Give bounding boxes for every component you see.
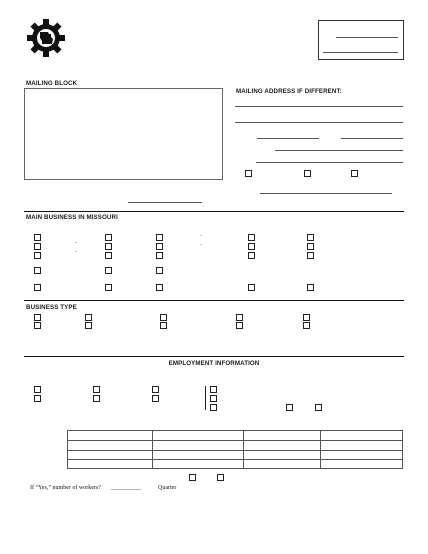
mailing-checkbox-1[interactable] [245,170,252,177]
office-use-box [318,20,404,60]
employment-checkbox[interactable] [93,395,100,402]
table-row-divider [68,440,402,441]
main-business-checkbox[interactable] [248,243,255,250]
main-business-dash: - [200,233,202,239]
main-business-checkbox[interactable] [34,252,41,259]
employment-checkbox[interactable] [152,395,159,402]
business-type-checkbox[interactable] [34,322,41,329]
workers-count-blank[interactable]: __________ [111,485,141,491]
main-business-heading: MAIN BUSINESS IN MISSOURI [26,214,118,221]
main-business-checkbox[interactable] [248,234,255,241]
address-line-5[interactable] [256,162,403,163]
workers-no-checkbox[interactable] [217,474,224,481]
main-business-checkbox[interactable] [156,267,163,274]
business-type-checkbox[interactable] [34,314,41,321]
main-business-checkbox[interactable] [34,234,41,241]
office-use-line-2[interactable] [323,52,398,53]
city-line[interactable] [257,138,319,139]
employment-checkbox[interactable] [152,386,159,393]
mailing-checkbox-2[interactable] [304,170,311,177]
workers-yes-checkbox[interactable] [189,474,196,481]
business-type-checkbox[interactable] [160,322,167,329]
table-row-divider [68,450,402,451]
mailing-block-box[interactable] [24,88,223,180]
main-business-checkbox[interactable] [307,234,314,241]
employment-information-heading: EMPLOYMENT INFORMATION [168,360,260,367]
employment-checkbox[interactable] [210,395,217,402]
main-business-checkbox[interactable] [156,284,163,291]
main-business-checkbox[interactable] [34,284,41,291]
workers-prompt: If “Yes,” number of workers? [30,485,101,491]
main-business-checkbox[interactable] [105,267,112,274]
employment-checkbox[interactable] [210,386,217,393]
employment-bracket [205,386,206,410]
main-business-checkbox[interactable] [34,267,41,274]
business-type-checkbox[interactable] [236,322,243,329]
zip-line[interactable] [341,138,403,139]
employment-table [67,430,403,469]
main-business-checkbox[interactable] [307,243,314,250]
signature-line[interactable] [260,193,392,194]
main-business-dash: - [75,240,77,246]
mailing-checkbox-3[interactable] [351,170,358,177]
address-line-4[interactable] [275,150,403,151]
address-line-2[interactable] [235,122,403,123]
main-business-checkbox[interactable] [34,243,41,250]
gear-logo-icon [26,18,66,58]
address-line-1[interactable] [235,106,403,107]
main-business-checkbox[interactable] [105,284,112,291]
main-business-dash: - [200,242,202,248]
business-type-checkbox[interactable] [85,314,92,321]
main-business-checkbox[interactable] [105,234,112,241]
business-type-checkbox[interactable] [303,314,310,321]
quarter-label: Quarter [158,485,177,491]
employment-checkbox[interactable] [286,404,293,411]
main-business-checkbox[interactable] [156,234,163,241]
main-business-checkbox[interactable] [156,252,163,259]
main-business-checkbox[interactable] [307,252,314,259]
table-row-divider [68,459,402,460]
business-type-checkbox[interactable] [85,322,92,329]
mailing-block-heading: MAILING BLOCK [26,80,78,87]
business-type-checkbox[interactable] [303,322,310,329]
business-type-checkbox[interactable] [160,314,167,321]
date-line[interactable] [128,202,202,203]
main-business-checkbox[interactable] [105,243,112,250]
main-business-checkbox[interactable] [307,284,314,291]
business-type-checkbox[interactable] [236,314,243,321]
main-business-checkbox[interactable] [248,252,255,259]
main-business-checkbox[interactable] [248,284,255,291]
section-rule-3 [24,356,404,357]
business-type-heading: BUSINESS TYPE [26,304,77,311]
main-business-dash: - [75,249,77,255]
employment-checkbox[interactable] [210,404,217,411]
main-business-checkbox[interactable] [156,243,163,250]
section-rule-1 [24,211,404,212]
main-business-checkbox[interactable] [105,252,112,259]
office-use-line-1[interactable] [336,37,398,38]
section-rule-2 [24,300,404,301]
employment-checkbox[interactable] [34,386,41,393]
employment-checkbox[interactable] [315,404,322,411]
mailing-address-heading: MAILING ADDRESS IF DIFFERENT: [236,88,342,95]
employment-checkbox[interactable] [93,386,100,393]
employment-checkbox[interactable] [34,395,41,402]
